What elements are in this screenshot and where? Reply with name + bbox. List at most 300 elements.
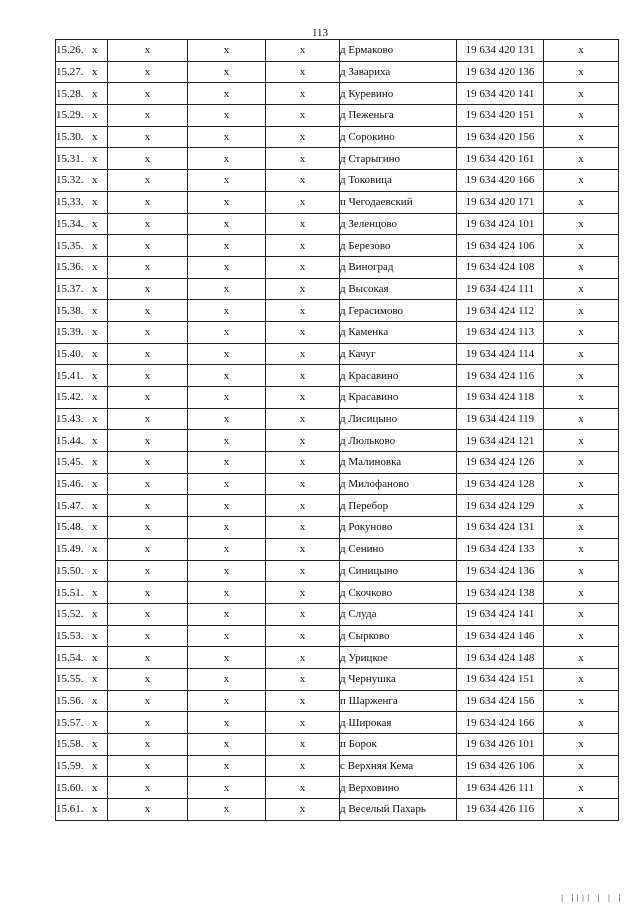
oktmo-code: 19 634 424 166: [457, 712, 544, 734]
cell-x-marker: x: [92, 326, 98, 339]
cell-x-marker: x: [188, 408, 266, 430]
settlement-name: д Сорокино: [340, 126, 457, 148]
row-number: 15.29.: [56, 109, 84, 122]
cell-x-marker: x: [188, 452, 266, 474]
cell-x-marker: x: [266, 321, 340, 343]
settlement-name: д Токовица: [340, 170, 457, 192]
cell-x-marker: x: [188, 603, 266, 625]
cell-x-marker: x: [188, 105, 266, 127]
cell-x-marker: x: [544, 495, 619, 517]
cell-x-marker: x: [92, 152, 98, 165]
row-number: 15.38.: [56, 304, 84, 317]
cell-x-marker: x: [92, 781, 98, 794]
row-number-cell: [56, 105, 108, 127]
scan-marks: | |||| | | |: [560, 894, 623, 902]
cell-x-marker: x: [188, 83, 266, 105]
cell-x-marker: x: [92, 44, 98, 57]
cell-x-marker: x: [108, 538, 188, 560]
row-number-cell: [56, 582, 108, 604]
oktmo-code: 19 634 420 156: [457, 126, 544, 148]
cell-x-marker: x: [544, 61, 619, 83]
table-row: [56, 148, 619, 170]
cell-x-marker: x: [266, 647, 340, 669]
table-row: [56, 799, 619, 821]
cell-x-marker: x: [266, 603, 340, 625]
oktmo-code: 19 634 424 119: [457, 408, 544, 430]
cell-x-marker: x: [108, 452, 188, 474]
cell-x-marker: x: [266, 213, 340, 235]
cell-x-marker: x: [188, 343, 266, 365]
page-number: 113: [311, 27, 329, 39]
cell-x-marker: x: [92, 434, 98, 447]
cell-x-marker: x: [108, 755, 188, 777]
cell-x-marker: x: [92, 261, 98, 274]
cell-x-marker: x: [92, 66, 98, 79]
cell-x-marker: x: [92, 760, 98, 773]
table-row: [56, 40, 619, 62]
cell-x-marker: x: [108, 278, 188, 300]
oktmo-code: 19 634 426 106: [457, 755, 544, 777]
cell-x-marker: x: [188, 755, 266, 777]
row-number: 15.39.: [56, 326, 84, 339]
row-number-cell: [56, 712, 108, 734]
cell-x-marker: x: [544, 647, 619, 669]
oktmo-code: 19 634 424 114: [457, 343, 544, 365]
table-row: [56, 755, 619, 777]
settlement-name: д Зеленцово: [340, 213, 457, 235]
row-number-cell: [56, 538, 108, 560]
cell-x-marker: x: [108, 712, 188, 734]
cell-x-marker: x: [92, 131, 98, 144]
table-row: [56, 256, 619, 278]
cell-x-marker: x: [188, 625, 266, 647]
settlement-name: д Качуг: [340, 343, 457, 365]
settlement-name: д Чернушка: [340, 668, 457, 690]
row-number-cell: [56, 408, 108, 430]
table-row: [56, 538, 619, 560]
settlement-name: д Герасимово: [340, 300, 457, 322]
cell-x-marker: x: [108, 365, 188, 387]
settlement-name: д Слуда: [340, 603, 457, 625]
table-row: [56, 690, 619, 712]
cell-x-marker: x: [108, 40, 188, 62]
cell-x-marker: x: [188, 387, 266, 409]
table-row: [56, 495, 619, 517]
oktmo-code: 19 634 424 112: [457, 300, 544, 322]
cell-x-marker: x: [544, 40, 619, 62]
cell-x-marker: x: [266, 365, 340, 387]
settlement-name: д Завариха: [340, 61, 457, 83]
oktmo-code: 19 634 424 113: [457, 321, 544, 343]
cell-x-marker: x: [544, 321, 619, 343]
oktmo-code: 19 634 424 131: [457, 517, 544, 539]
cell-x-marker: x: [266, 712, 340, 734]
row-number-cell: [56, 668, 108, 690]
table-row: [56, 430, 619, 452]
oktmo-code: 19 634 424 138: [457, 582, 544, 604]
oktmo-code: 19 634 424 133: [457, 538, 544, 560]
cell-x-marker: x: [188, 170, 266, 192]
settlement-name: д Рокуново: [340, 517, 457, 539]
oktmo-code: 19 634 426 116: [457, 799, 544, 821]
row-number: 15.60.: [56, 781, 84, 794]
cell-x-marker: x: [266, 235, 340, 257]
row-number-cell: [56, 734, 108, 756]
oktmo-code: 19 634 424 151: [457, 668, 544, 690]
cell-x-marker: x: [266, 582, 340, 604]
cell-x-marker: x: [108, 126, 188, 148]
row-number: 15.28.: [56, 87, 84, 100]
settlement-name: д Ермаково: [340, 40, 457, 62]
row-number: 15.50.: [56, 564, 84, 577]
oktmo-code: 19 634 426 101: [457, 734, 544, 756]
oktmo-code: 19 634 424 156: [457, 690, 544, 712]
row-number: 15.47.: [56, 499, 84, 512]
oktmo-code: 19 634 424 136: [457, 560, 544, 582]
cell-x-marker: x: [188, 321, 266, 343]
cell-x-marker: x: [188, 278, 266, 300]
settlement-name: д Виноград: [340, 256, 457, 278]
table-row: [56, 365, 619, 387]
cell-x-marker: x: [266, 755, 340, 777]
cell-x-marker: x: [266, 256, 340, 278]
settlement-name: п Борок: [340, 734, 457, 756]
settlement-name: д Скочково: [340, 582, 457, 604]
cell-x-marker: x: [108, 321, 188, 343]
cell-x-marker: x: [108, 61, 188, 83]
cell-x-marker: x: [266, 495, 340, 517]
cell-x-marker: x: [544, 603, 619, 625]
cell-x-marker: x: [544, 777, 619, 799]
settlement-name: д Березово: [340, 235, 457, 257]
row-number: 15.48.: [56, 521, 84, 534]
row-number: 15.32.: [56, 174, 84, 187]
row-number-cell: [56, 343, 108, 365]
settlement-name: п Шарженга: [340, 690, 457, 712]
cell-x-marker: x: [266, 560, 340, 582]
row-number-cell: [56, 256, 108, 278]
cell-x-marker: x: [544, 538, 619, 560]
row-number-cell: [56, 321, 108, 343]
table-row: [56, 61, 619, 83]
settlement-name: д Урицкое: [340, 647, 457, 669]
row-number-cell: [56, 148, 108, 170]
cell-x-marker: x: [188, 734, 266, 756]
cell-x-marker: x: [108, 690, 188, 712]
settlement-name: д Лисицыно: [340, 408, 457, 430]
cell-x-marker: x: [92, 564, 98, 577]
row-number-cell: [56, 495, 108, 517]
cell-x-marker: x: [188, 148, 266, 170]
row-number: 15.58.: [56, 738, 84, 751]
row-number-cell: [56, 690, 108, 712]
cell-x-marker: x: [544, 452, 619, 474]
cell-x-marker: x: [92, 391, 98, 404]
settlement-name: д Куревино: [340, 83, 457, 105]
row-number-cell: [56, 517, 108, 539]
row-number-cell: [56, 387, 108, 409]
cell-x-marker: x: [92, 109, 98, 122]
cell-x-marker: x: [544, 625, 619, 647]
oktmo-code: 19 634 424 106: [457, 235, 544, 257]
cell-x-marker: x: [544, 799, 619, 821]
settlement-name: д Перебор: [340, 495, 457, 517]
row-number-cell: [56, 278, 108, 300]
cell-x-marker: x: [92, 608, 98, 621]
oktmo-code: 19 634 424 108: [457, 256, 544, 278]
oktmo-code: 19 634 420 166: [457, 170, 544, 192]
cell-x-marker: x: [108, 799, 188, 821]
table-row: [56, 668, 619, 690]
table-row: [56, 452, 619, 474]
settlement-name: д Красавино: [340, 387, 457, 409]
cell-x-marker: x: [188, 213, 266, 235]
oktmo-code: 19 634 424 121: [457, 430, 544, 452]
row-number: 15.42.: [56, 391, 84, 404]
cell-x-marker: x: [188, 712, 266, 734]
row-number-cell: [56, 603, 108, 625]
cell-x-marker: x: [188, 690, 266, 712]
cell-x-marker: x: [108, 105, 188, 127]
settlement-name: п Чегодаевский: [340, 191, 457, 213]
settlements-table: [55, 39, 619, 821]
cell-x-marker: x: [92, 239, 98, 252]
cell-x-marker: x: [108, 603, 188, 625]
cell-x-marker: x: [266, 690, 340, 712]
table-row: [56, 126, 619, 148]
cell-x-marker: x: [108, 213, 188, 235]
row-number: 15.31.: [56, 152, 84, 165]
cell-x-marker: x: [188, 777, 266, 799]
row-number: 15.54.: [56, 651, 84, 664]
row-number: 15.27.: [56, 66, 84, 79]
cell-x-marker: x: [188, 560, 266, 582]
cell-x-marker: x: [266, 191, 340, 213]
row-number: 15.56.: [56, 694, 84, 707]
settlement-name: д Пеженьга: [340, 105, 457, 127]
cell-x-marker: x: [544, 300, 619, 322]
cell-x-marker: x: [266, 40, 340, 62]
cell-x-marker: x: [544, 473, 619, 495]
cell-x-marker: x: [108, 148, 188, 170]
row-number: 15.33.: [56, 196, 84, 209]
table-body: [56, 40, 619, 821]
cell-x-marker: x: [266, 387, 340, 409]
cell-x-marker: x: [92, 586, 98, 599]
cell-x-marker: x: [92, 174, 98, 187]
cell-x-marker: x: [92, 716, 98, 729]
settlement-name: д Широкая: [340, 712, 457, 734]
table-row: [56, 473, 619, 495]
cell-x-marker: x: [266, 625, 340, 647]
row-number-cell: [56, 625, 108, 647]
row-number-cell: [56, 430, 108, 452]
cell-x-marker: x: [544, 213, 619, 235]
cell-x-marker: x: [544, 105, 619, 127]
oktmo-code: 19 634 420 171: [457, 191, 544, 213]
cell-x-marker: x: [108, 191, 188, 213]
cell-x-marker: x: [108, 235, 188, 257]
settlement-name: д Сенино: [340, 538, 457, 560]
oktmo-code: 19 634 424 118: [457, 387, 544, 409]
cell-x-marker: x: [188, 61, 266, 83]
cell-x-marker: x: [544, 668, 619, 690]
table-row: [56, 625, 619, 647]
row-number: 15.30.: [56, 131, 84, 144]
cell-x-marker: x: [188, 517, 266, 539]
row-number-cell: [56, 777, 108, 799]
cell-x-marker: x: [266, 538, 340, 560]
cell-x-marker: x: [92, 87, 98, 100]
cell-x-marker: x: [266, 799, 340, 821]
table-row: [56, 105, 619, 127]
cell-x-marker: x: [108, 734, 188, 756]
oktmo-code: 19 634 420 136: [457, 61, 544, 83]
row-number: 15.59.: [56, 760, 84, 773]
settlement-name: д Высокая: [340, 278, 457, 300]
row-number-cell: [56, 473, 108, 495]
oktmo-code: 19 634 424 128: [457, 473, 544, 495]
cell-x-marker: x: [188, 647, 266, 669]
row-number: 15.40.: [56, 347, 84, 360]
row-number: 15.45.: [56, 456, 84, 469]
cell-x-marker: x: [108, 668, 188, 690]
row-number-cell: [56, 61, 108, 83]
row-number-cell: [56, 755, 108, 777]
oktmo-code: 19 634 420 161: [457, 148, 544, 170]
settlement-name: д Синицыно: [340, 560, 457, 582]
cell-x-marker: x: [266, 278, 340, 300]
cell-x-marker: x: [188, 582, 266, 604]
cell-x-marker: x: [266, 126, 340, 148]
cell-x-marker: x: [266, 300, 340, 322]
cell-x-marker: x: [108, 517, 188, 539]
cell-x-marker: x: [544, 387, 619, 409]
table-row: [56, 83, 619, 105]
cell-x-marker: x: [108, 387, 188, 409]
row-number: 15.55.: [56, 673, 84, 686]
table-row: [56, 560, 619, 582]
table-row: [56, 300, 619, 322]
cell-x-marker: x: [188, 668, 266, 690]
cell-x-marker: x: [108, 343, 188, 365]
cell-x-marker: x: [92, 282, 98, 295]
cell-x-marker: x: [108, 625, 188, 647]
cell-x-marker: x: [188, 300, 266, 322]
row-number: 15.51.: [56, 586, 84, 599]
cell-x-marker: x: [188, 495, 266, 517]
cell-x-marker: x: [108, 300, 188, 322]
cell-x-marker: x: [188, 40, 266, 62]
cell-x-marker: x: [266, 668, 340, 690]
oktmo-code: 19 634 424 148: [457, 647, 544, 669]
cell-x-marker: x: [266, 83, 340, 105]
table-row: [56, 582, 619, 604]
cell-x-marker: x: [92, 543, 98, 556]
row-number: 15.26.: [56, 44, 84, 57]
cell-x-marker: x: [544, 690, 619, 712]
oktmo-code: 19 634 424 101: [457, 213, 544, 235]
table-row: [56, 712, 619, 734]
cell-x-marker: x: [544, 755, 619, 777]
table-row: [56, 734, 619, 756]
oktmo-code: 19 634 424 129: [457, 495, 544, 517]
row-number-cell: [56, 170, 108, 192]
row-number: 15.53.: [56, 629, 84, 642]
cell-x-marker: x: [266, 452, 340, 474]
cell-x-marker: x: [188, 256, 266, 278]
table-row: [56, 517, 619, 539]
cell-x-marker: x: [108, 473, 188, 495]
cell-x-marker: x: [108, 83, 188, 105]
row-number-cell: [56, 300, 108, 322]
settlement-name: д Красавино: [340, 365, 457, 387]
row-number-cell: [56, 647, 108, 669]
cell-x-marker: x: [188, 473, 266, 495]
row-number: 15.61.: [56, 803, 84, 816]
table-row: [56, 387, 619, 409]
cell-x-marker: x: [92, 347, 98, 360]
row-number-cell: [56, 560, 108, 582]
oktmo-code: 19 634 420 141: [457, 83, 544, 105]
settlement-name: д Милофаново: [340, 473, 457, 495]
row-number-cell: [56, 365, 108, 387]
cell-x-marker: x: [108, 777, 188, 799]
row-number: 15.57.: [56, 716, 84, 729]
row-number-cell: [56, 235, 108, 257]
cell-x-marker: x: [544, 734, 619, 756]
cell-x-marker: x: [92, 217, 98, 230]
oktmo-code: 19 634 420 151: [457, 105, 544, 127]
cell-x-marker: x: [108, 430, 188, 452]
row-number: 15.43.: [56, 413, 84, 426]
cell-x-marker: x: [108, 256, 188, 278]
row-number: 15.44.: [56, 434, 84, 447]
cell-x-marker: x: [544, 430, 619, 452]
cell-x-marker: x: [108, 495, 188, 517]
table-row: [56, 235, 619, 257]
cell-x-marker: x: [544, 582, 619, 604]
cell-x-marker: x: [544, 170, 619, 192]
row-number-cell: [56, 40, 108, 62]
settlement-name: с Верхняя Кема: [340, 755, 457, 777]
row-number-cell: [56, 213, 108, 235]
row-number: 15.49.: [56, 543, 84, 556]
cell-x-marker: x: [92, 413, 98, 426]
cell-x-marker: x: [92, 738, 98, 751]
cell-x-marker: x: [188, 365, 266, 387]
cell-x-marker: x: [544, 126, 619, 148]
cell-x-marker: x: [108, 582, 188, 604]
settlement-name: д Сырково: [340, 625, 457, 647]
cell-x-marker: x: [266, 105, 340, 127]
row-number-cell: [56, 452, 108, 474]
row-number: 15.46.: [56, 478, 84, 491]
cell-x-marker: x: [266, 517, 340, 539]
cell-x-marker: x: [188, 126, 266, 148]
cell-x-marker: x: [266, 343, 340, 365]
cell-x-marker: x: [266, 777, 340, 799]
cell-x-marker: x: [188, 235, 266, 257]
cell-x-marker: x: [92, 456, 98, 469]
oktmo-code: 19 634 426 111: [457, 777, 544, 799]
cell-x-marker: x: [266, 408, 340, 430]
settlement-name: д Верховино: [340, 777, 457, 799]
table-row: [56, 603, 619, 625]
cell-x-marker: x: [92, 196, 98, 209]
cell-x-marker: x: [188, 191, 266, 213]
cell-x-marker: x: [188, 538, 266, 560]
